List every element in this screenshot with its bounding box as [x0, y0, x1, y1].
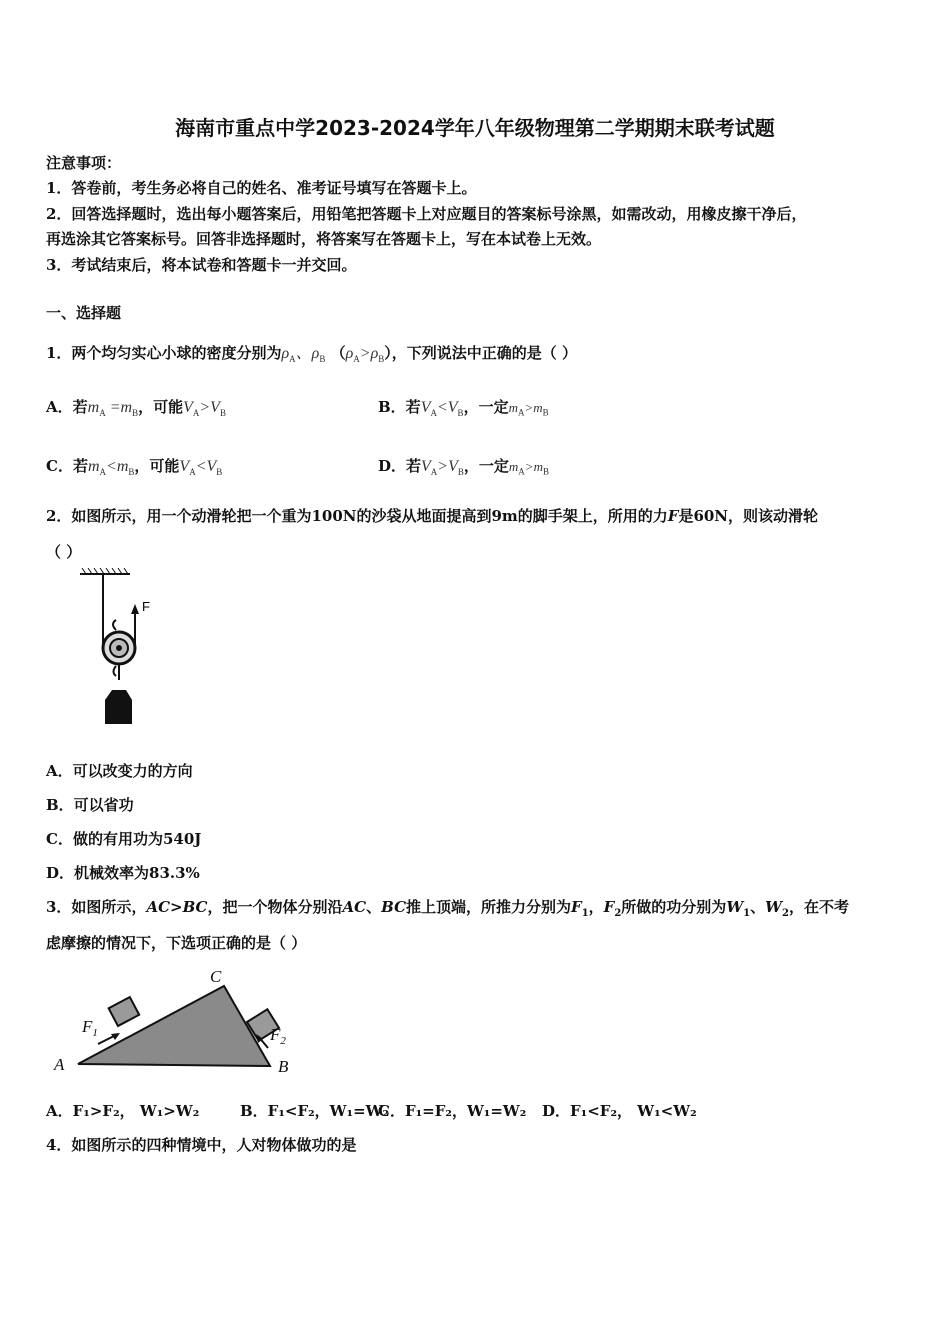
force-label: F	[142, 599, 150, 614]
page-title: 海南市重点中学2023-2024学年八年级物理第二学期期末联考试题	[175, 116, 775, 140]
vertex-b-label: B	[278, 1057, 289, 1076]
q2-option-a: A．可以改变力的方向	[46, 762, 193, 780]
pulley-figure	[76, 568, 166, 728]
notice-item: 2．回答选择题时，选出每小题答案后，用铅笔把答题卡上对应题目的答案标号涂黑，如需改动，用橡皮擦干净后，	[46, 205, 807, 223]
question-2-stem-cont: （ ）	[46, 543, 82, 561]
question-1-stem: 1．两个均匀实心小球的密度分别为$\rho_A$、$\rho_B$ $(\rho_A>\rho_B)$，下列说法中正确的是（ ）	[46, 344, 578, 365]
question-3-stem: 3．如图所示，AC>BC，把一个物体分别沿AC、BC推上顶端，所推力分别为$F_1$，$F_2$所做的功分别为$W_1$、$W_2$，在不考	[46, 898, 849, 919]
rho-b: $\rho_B$	[311, 345, 326, 365]
notice-item: 1．答卷前，考生务必将自己的姓名、准考证号填写在答题卡上。	[46, 179, 477, 197]
vertex-c-label: C	[210, 967, 222, 986]
f2-label: $F_2$	[270, 1025, 286, 1047]
q1-option-d: D．若$V_A>V_B$，一定$m_A>m_B$	[378, 457, 549, 478]
q2-option-d: D．机械效率为83.3%	[46, 864, 200, 882]
question-3-stem-cont: 虑摩擦的情况下，下选项正确的是（ ）	[46, 934, 307, 952]
section-heading: 一、选择题	[46, 304, 122, 322]
notice-item: 再选涂其它答案标号。回答非选择题时，将答案写在答题卡上，写在本试卷上无效。	[46, 230, 602, 248]
q1-option-a: A．若$m_A =m_B$，可能$V_A>V_B$	[46, 398, 226, 419]
q1-stem-text: 1．两个均匀实心小球的密度分别为	[46, 344, 282, 362]
q1-option-c: C．若$m_A<m_B$，可能$V_A<V_B$	[46, 457, 223, 478]
question-2-stem: 2．如图所示，用一个动滑轮把一个重为100N的沙袋从地面提高到9m的脚手架上，所用的力F是60N，则该动滑轮	[46, 507, 819, 525]
f1-label: $F_1$	[82, 1017, 98, 1039]
q3-option-c: C．F₁=F₂，W₁=W₂	[378, 1102, 527, 1120]
q3-option-d: D．F₁<F₂， W₁<W₂	[542, 1102, 697, 1120]
vertex-a-label: A	[54, 1055, 65, 1074]
rho-relation: $\rho_A>\rho_B$	[345, 345, 385, 365]
q1-option-b: B．若$V_A<V_B$，一定$m_A>m_B$	[378, 398, 549, 419]
notice-item: 3．考试结束后，将本试卷和答题卡一并交回。	[46, 256, 357, 274]
notice-heading: 注意事项：	[46, 154, 122, 172]
rho-a: $\rho_A$	[281, 345, 296, 365]
question-4-stem: 4．如图所示的四种情境中，人对物体做功的是	[46, 1136, 357, 1154]
q3-option-b: B．F₁<F₂，W₁=W₂	[240, 1102, 390, 1120]
q2-option-b: B．可以省功	[46, 796, 134, 814]
q3-option-a: A．F₁>F₂， W₁>W₂	[46, 1102, 200, 1120]
q2-option-c: C．做的有用功为540J	[46, 830, 202, 848]
incline-figure	[48, 964, 308, 1080]
